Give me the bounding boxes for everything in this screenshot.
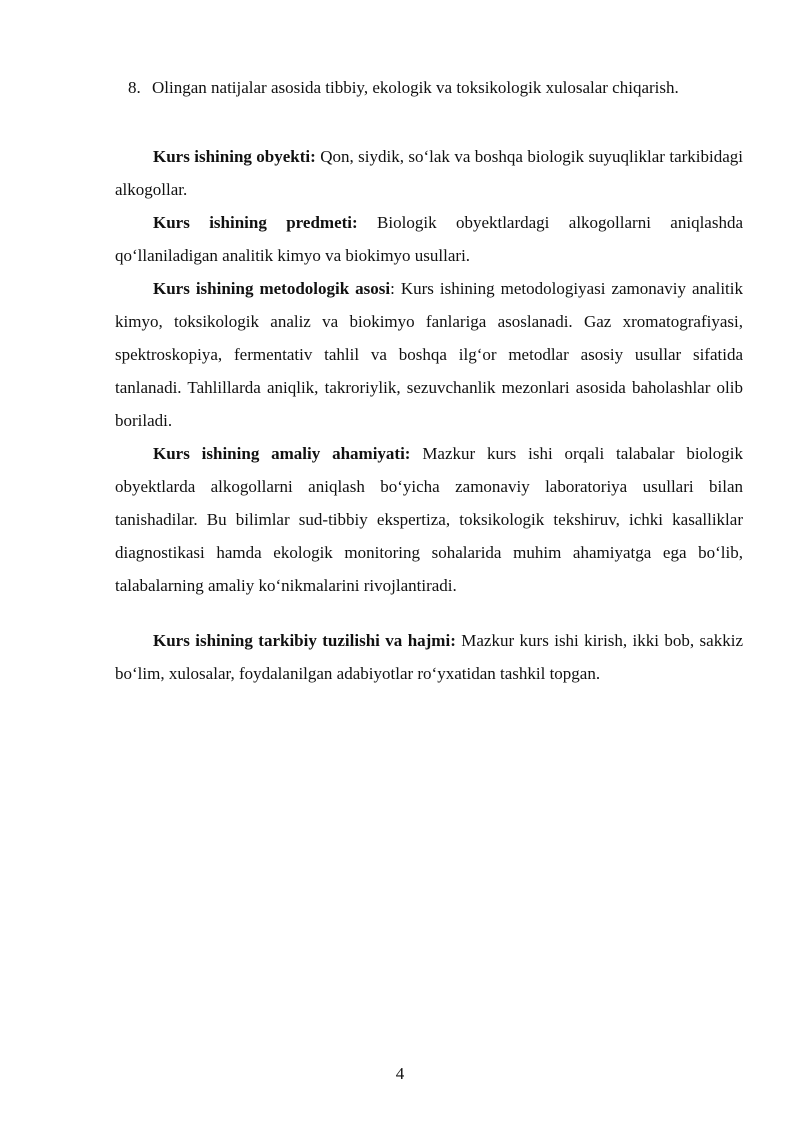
paragraph-structure-text: Mazkur kurs ishi kirish, ikki bob, sakkiz bo‘lim, xulosalar, foydalanilgan adabiyotlar ro‘yxatidan tashkil topgan. xyxy=(115,631,743,683)
paragraph-subject-label: Kurs ishining predmeti: xyxy=(153,213,358,232)
paragraph-subject xyxy=(115,206,743,272)
list-item-8 xyxy=(128,76,768,100)
paragraph-practical-significance xyxy=(115,437,743,602)
paragraph-methodology xyxy=(115,272,743,437)
list-item-number: 8. xyxy=(128,78,141,97)
paragraph-practical-significance-text: Mazkur kurs ishi orqali talabalar biologik obyektlarda alkogollarni aniqlash bo‘yicha zamonaviy laboratoriya usullari bilan tanishadilar. Bu bilimlar sud-tibbiy ekspertiza, toksikologik tekshiruv, ichki kasalliklar diagnostikasi hamda ekologik monitoring sohalarida muhim ahamiyatga ega bo‘lib, talabalarning amaliy ko‘nikmalarini rivojlantiradi. xyxy=(115,444,744,595)
paragraph-object-label: Kurs ishining obyekti: xyxy=(153,147,316,166)
page-number: 4 xyxy=(395,1064,405,1083)
list-item-text: Olingan natijalar asosida tibbiy, ekologik va toksikologik xulosalar chiqarish. xyxy=(152,78,679,97)
paragraph-object xyxy=(115,140,743,206)
paragraph-practical-significance-label: Kurs ishining amaliy ahamiyati: xyxy=(153,444,411,463)
paragraph-structure xyxy=(115,624,743,690)
paragraph-object-text: Qon, siydik, so‘lak va boshqa biologik suyuqliklar tarkibidagi alkogollar. xyxy=(115,147,743,199)
paragraph-methodology-text: : Kurs ishining metodologiyasi zamonaviy analitik kimyo, toksikologik analiz va biokimyo fanlariga asoslanadi. Gaz xromatografiyasi, spektroskopiya, fermentativ tahlil va boshqa ilg‘or metodlar asosiy usullar sifatida tanlanadi. Tahlillarda aniqlik, takroriylik, sezuvchanlik mezonlari asosida baholashlar olib boriladi. xyxy=(115,279,743,430)
body-text xyxy=(115,140,743,690)
paragraph-methodology-label: Kurs ishining metodologik asosi xyxy=(153,279,391,298)
paragraph-subject-text: Biologik obyektlardagi alkogollarni aniqlashda qo‘llaniladigan analitik kimyo va biokimyo usullari. xyxy=(115,213,743,265)
paragraph-structure-label: Kurs ishining tarkibiy tuzilishi va hajmi: xyxy=(153,631,456,650)
